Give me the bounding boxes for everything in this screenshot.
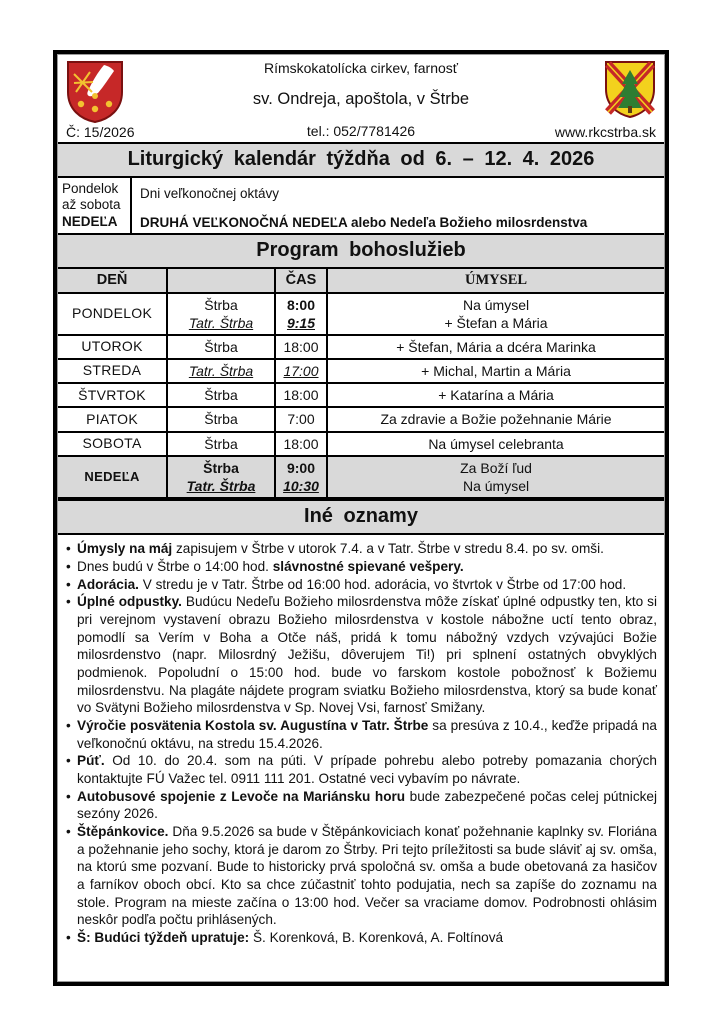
time-cell: 9:00 10:30 bbox=[275, 456, 327, 498]
time-cell: 18:00 bbox=[275, 383, 327, 407]
website-url: www.rkcstrba.sk bbox=[554, 124, 656, 140]
program-heading: Program bohoslužieb bbox=[58, 233, 664, 269]
time-cell: 18:00 bbox=[275, 335, 327, 359]
bulletin-inner-frame bbox=[57, 54, 665, 982]
day-cell: SOBOTA bbox=[58, 432, 167, 456]
announcement-item: • Autobusové spojenie z Levoče na Mariánsku horu bude zabezpečené počas celej pútnickej sezóny 2026. bbox=[65, 788, 657, 823]
day-cell: PIATOK bbox=[58, 407, 167, 431]
place-cell: Štrba bbox=[167, 432, 275, 456]
schedule-row bbox=[58, 383, 664, 407]
page-title: Liturgický kalendár týždňa od 6. – 12. 4. 2026 bbox=[58, 142, 664, 178]
column-header-day: DEŇ bbox=[58, 269, 167, 292]
intention-cell: Za Boží ľud Na úmysel bbox=[327, 456, 664, 498]
org-name-line1: Rímskokatolícka cirkev, farnosť bbox=[263, 60, 459, 76]
village-coat-of-arms-icon bbox=[604, 60, 656, 122]
org-name-line2: sv. Ondreja, apoštola, v Štrbe bbox=[252, 90, 470, 108]
sunday-label: NEDEĽA bbox=[62, 213, 118, 229]
issue-number: Č: 15/2026 bbox=[66, 124, 135, 140]
week-info-section bbox=[58, 178, 664, 233]
announcements-section bbox=[58, 535, 664, 980]
intention-cell: + Štefan, Mária a dcéra Marinka bbox=[327, 335, 664, 359]
time-cell: 7:00 bbox=[275, 407, 327, 431]
announcement-item: • Úplné odpustky. Budúcu Nedeľu Božieho milosrdenstva môže získať úplné odpustky ten, kto si pri verejnom vystavení obrazu Božieho milosrdenstva v kostole nábožne uctí tento obraz, pomodlí sa Verím v Boha a Otče náš, pridá k tomu nábožný vzdych vzývajúci Božie milosrdenstvo (napr. Milosrdný Ježišu, dôverujem Ti!) pri splnení ostatných obvyklých podmienok. Popoludní o 15:00 hod. bude vo farskom kostole pobožnosť k Božiemu milosrdenstvu. Na plagáte nájdete program sviatku Božieho milosrdenstva, ktorý sa bude konať vo Svätyni Božieho milosrdenstva v Sp. Novej Vsi, farnosť Smižany. bbox=[65, 593, 657, 717]
phone-number: tel.: 052/7781426 bbox=[306, 123, 416, 139]
week-feast-texts bbox=[132, 178, 664, 233]
weekday-label-line1: Pondelok bbox=[62, 181, 119, 196]
column-header-time: ČAS bbox=[275, 269, 327, 292]
announcement-item: • Dnes budú v Štrbe o 14:00 hod. slávnostné spievané vešpery. bbox=[65, 558, 657, 576]
intention-cell: Na úmysel + Štefan a Mária bbox=[327, 293, 664, 335]
announcement-item: • Štěpánkovice. Dňa 9.5.2026 sa bude v Štěpánkoviciach konať požehnanie kaplnky sv. Floriána a požehnanie jeho sochy, ktorá je darom zo Štrby. Pri tejto príležitosti sa bude sláviť aj sv. omša, na ktorú sme pozvaní. Bude to historicky prvá spoločná sv. omša a bude obetovaná za hasičov a farníkov oboch obcí. Kto sa chce zúčastniť tohto podujatia, nech sa zapíše do zoznamu na stole. Program na mieste začína o 13:00 hod. Večer sa vraciame domov. Podrobnosti ohlásim neskôr podľa počtu prihlásených. bbox=[65, 823, 657, 929]
schedule-row bbox=[58, 359, 664, 383]
schedule-row bbox=[58, 456, 664, 498]
mass-schedule-table bbox=[58, 269, 664, 499]
time-cell: 18:00 bbox=[275, 432, 327, 456]
bulletin-document bbox=[53, 50, 669, 986]
schedule-row bbox=[58, 407, 664, 431]
bulletin-header bbox=[58, 55, 664, 142]
time-cell: 17:00 bbox=[275, 359, 327, 383]
schedule-row bbox=[58, 293, 664, 335]
place-cell: Tatr. Štrba bbox=[167, 359, 275, 383]
day-cell: NEDEĽA bbox=[58, 456, 167, 498]
header-center-column bbox=[186, 60, 536, 140]
announcement-item: • Púť. Od 10. do 20.4. som na púti. V prípade pohrebu alebo potreby pomazania chorých kontaktujte FÚ Važec tel. 0911 111 201. Ostatné veci vybavím po návrate. bbox=[65, 752, 657, 787]
announcement-item: • Úmysly na máj zapisujem v Štrbe v utorok 7.4. a v Tatr. Štrbe v stredu 8.4. po sv. omši. bbox=[65, 540, 657, 558]
announcement-list bbox=[65, 540, 657, 946]
announcements-heading: Iné oznamy bbox=[58, 499, 664, 535]
day-cell: ŠTVRTOK bbox=[58, 383, 167, 407]
time-cell: 8:00 9:15 bbox=[275, 293, 327, 335]
place-cell: Štrba bbox=[167, 407, 275, 431]
intention-cell: + Katarína a Mária bbox=[327, 383, 664, 407]
day-cell: UTOROK bbox=[58, 335, 167, 359]
place-cell: Štrba bbox=[167, 383, 275, 407]
place-cell: Štrba Tatr. Štrba bbox=[167, 293, 275, 335]
schedule-row bbox=[58, 432, 664, 456]
sunday-feast-text: DRUHÁ VEĽKONOČNÁ NEDEĽA alebo Nedeľa Božieho milosrdenstva bbox=[140, 215, 588, 231]
schedule-row bbox=[58, 335, 664, 359]
column-header-intention: ÚMYSEL bbox=[327, 269, 664, 292]
intention-cell: + Michal, Martin a Mária bbox=[327, 359, 664, 383]
weekday-label-line2: až sobota bbox=[62, 197, 121, 213]
day-cell: PONDELOK bbox=[58, 293, 167, 335]
column-header-place bbox=[167, 269, 275, 292]
announcement-item: • Výročie posvätenia Kostola sv. Augustína v Tatr. Štrbe sa presúva z 10.4., keďže pripadá na veľkonočnú oktávu, na stredu 15.4.2026. bbox=[65, 717, 657, 752]
octave-text: Dni veľkonočnej oktávy bbox=[140, 186, 280, 201]
header-right-column bbox=[536, 60, 656, 140]
announcement-item: • Adorácia. V stredu je v Tatr. Štrbe od 16:00 hod. adorácia, vo štvrtok v Štrbe od 17:00 hod. bbox=[65, 576, 657, 594]
place-cell: Štrba bbox=[167, 335, 275, 359]
schedule-header-row bbox=[58, 269, 664, 292]
week-day-labels bbox=[58, 178, 132, 233]
intention-cell: Za zdravie a Božie požehnanie Márie bbox=[327, 407, 664, 431]
place-cell: Štrba Tatr. Štrba bbox=[167, 456, 275, 498]
header-left-column bbox=[66, 60, 186, 140]
parish-coat-of-arms-icon bbox=[66, 60, 124, 124]
announcement-item: • Š: Budúci týždeň upratuje: Š. Korenková, B. Korenková, A. Foltínová bbox=[65, 929, 657, 947]
day-cell: STREDA bbox=[58, 359, 167, 383]
intention-cell: Na úmysel celebranta bbox=[327, 432, 664, 456]
